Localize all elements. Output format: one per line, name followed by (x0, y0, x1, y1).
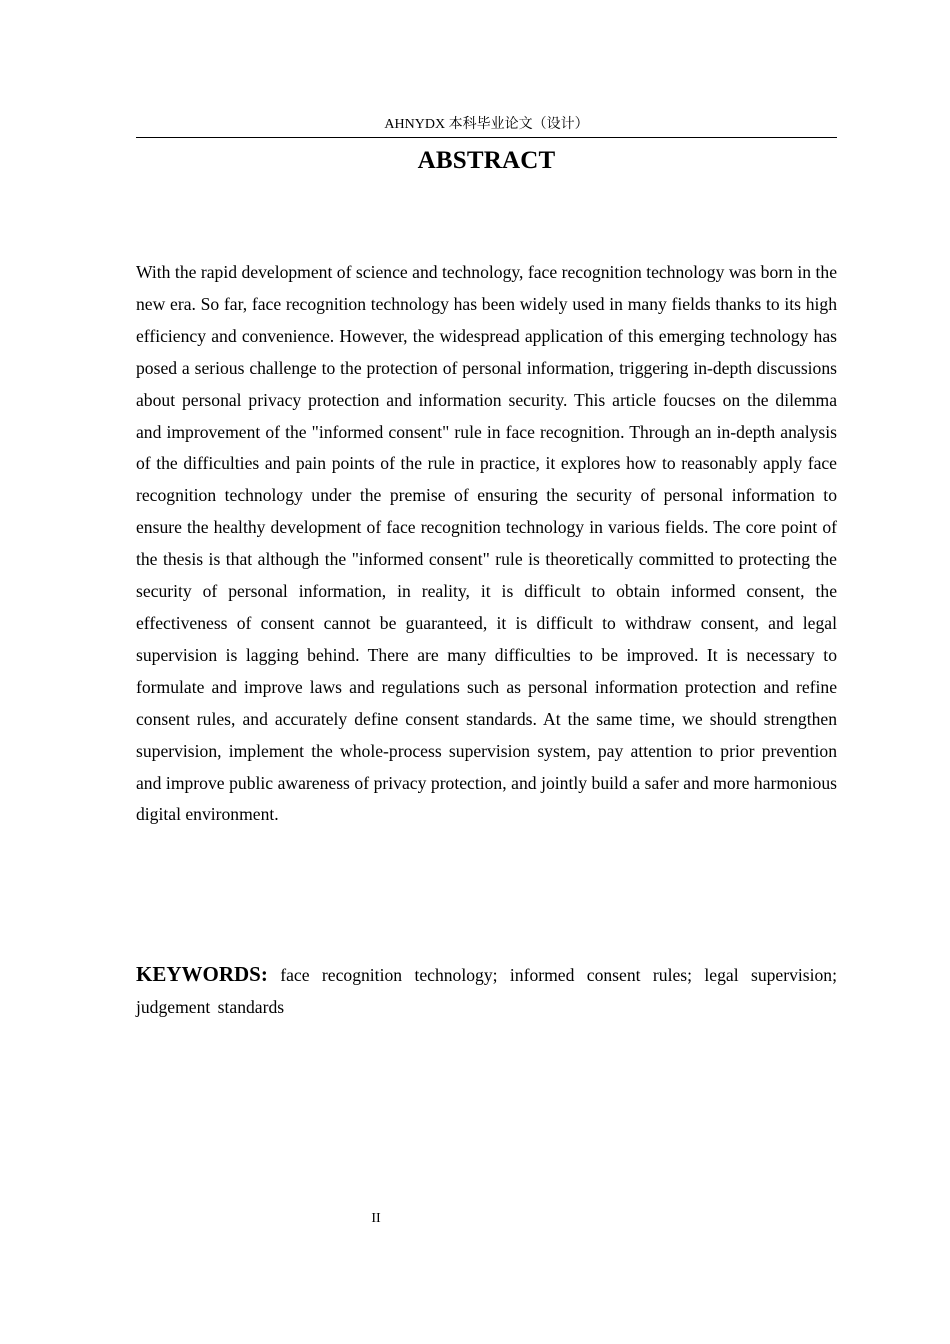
header-rule (136, 137, 837, 138)
page-number: II (371, 1211, 381, 1226)
keywords-label: KEYWORDS: (136, 962, 268, 986)
abstract-title: ABSTRACT (417, 147, 556, 174)
running-header: AHNYDX 本科毕业论文（设计） (384, 117, 589, 132)
keywords-text: face recognition technology; informed consent rules; legal supervision; judgement standards (136, 965, 837, 1017)
abstract-body: With the rapid development of science and technology, face recognition technology was born in the new era. So far, face recognition technology has been widely used in many fields thanks to its high efficiency and convenience. However, the widespread application of this emerging technology has posed a serious challenge to the protection of personal information, triggering in-depth discussions about personal privacy protection and information security. This article foucses on the dilemma and improvement of the "informed consent" rule in face recognition. Through an in-depth analysis of the difficulties and pain points of the rule in practice, it explores how to reasonably apply face recognition technology under the premise of ensuring the security of personal information to ensure the healthy development of face recognition technology in various fields. The core point of the thesis is that although the "informed consent" rule is theoretically committed to protecting the security of personal information, in reality, it is difficult to obtain informed consent, the effectiveness of consent cannot be guaranteed, it is difficult to withdraw consent, and legal supervision is lagging behind. There are many difficulties to be improved. It is necessary to formulate and improve laws and regulations such as personal information protection and refine consent rules, and accurately define consent standards. At the same time, we should strengthen supervision, implement the whole-process supervision system, pay attention to prior prevention and improve public awareness of privacy protection, and jointly build a safer and more harmonious digital environment. (136, 262, 837, 825)
keywords-paragraph (136, 958, 837, 1023)
